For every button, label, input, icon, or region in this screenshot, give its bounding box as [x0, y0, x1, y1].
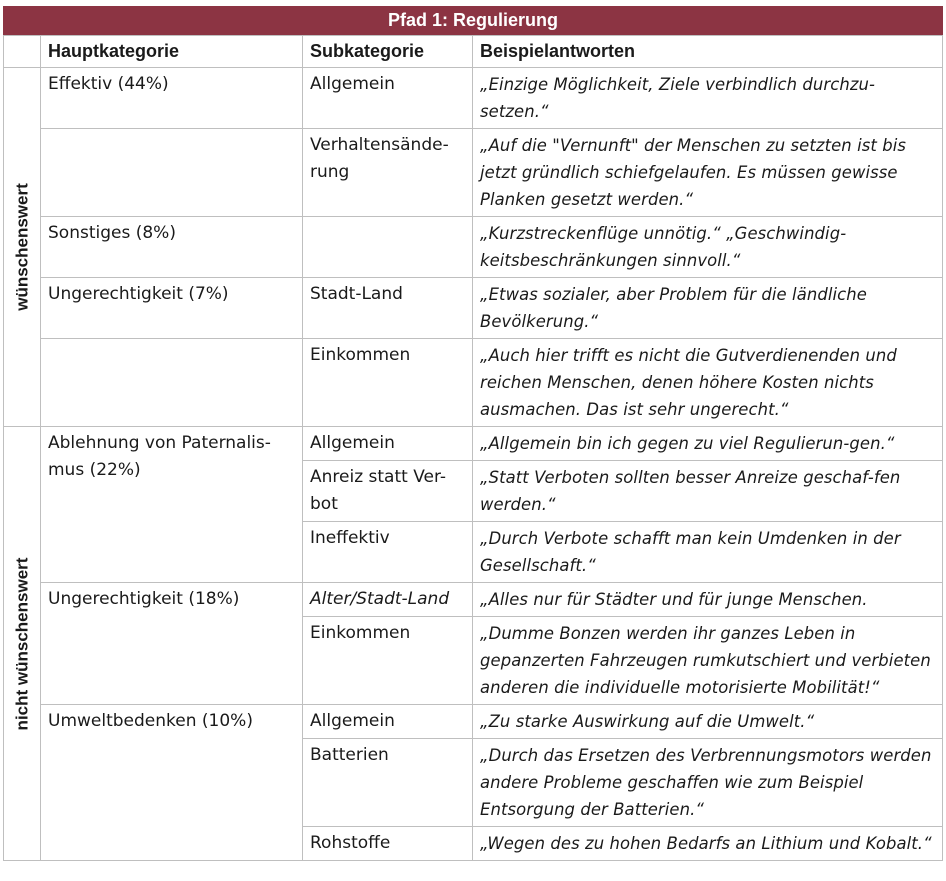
table-row [4, 68, 943, 129]
quote-cell: „Wegen des zu hohen Bedarfs an Lithium und Kobalt.“ [473, 827, 943, 861]
quote-cell: „Auf die "Vernunft" der Menschen zu setzten ist bis jetzt gründlich schiefgelaufen. Es müssen gewisse Planken gesetzt werden.“ [473, 129, 943, 217]
group-label-cell [4, 68, 41, 427]
sub-cell: Batterien [303, 739, 473, 827]
table-row [4, 583, 943, 617]
header-row [4, 36, 943, 68]
quote-cell: „Allgemein bin ich gegen zu viel Regulierun-gen.“ [473, 427, 943, 461]
quote-cell: „Durch das Ersetzen des Verbrennungsmotors werden andere Probleme geschaffen wie zum Beispiel Entsorgung der Batterien.“ [473, 739, 943, 827]
table-row [4, 339, 943, 427]
sub-cell: Alter/Stadt-Land [303, 583, 473, 617]
group-label: wünschenswert [12, 183, 32, 311]
quote-cell: „Zu starke Auswirkung auf die Umwelt.“ [473, 705, 943, 739]
quote-cell: „Kurzstreckenflüge unnötig.“ „Geschwindig-keitsbeschränkungen sinnvoll.“ [473, 217, 943, 278]
quote-cell: „Etwas sozialer, aber Problem für die ländliche Bevölkerung.“ [473, 278, 943, 339]
sub-cell: Einkommen [303, 339, 473, 427]
sub-cell: Allgemein [303, 68, 473, 129]
sub-cell: Allgemein [303, 705, 473, 739]
haupt-cell: Ablehnung von Paternalis-mus (22%) [41, 427, 303, 583]
header-hauptkategorie: Hauptkategorie [41, 36, 303, 68]
haupt-cell: Sonstiges (8%) [41, 217, 303, 278]
sub-cell: Rohstoffe [303, 827, 473, 861]
header-subkategorie: Subkategorie [303, 36, 473, 68]
quote-cell: „Alles nur für Städter und für junge Menschen. [473, 583, 943, 617]
header-empty [4, 36, 41, 68]
table-row [4, 217, 943, 278]
group-label: nicht wünschenswert [12, 557, 32, 730]
quote-cell: „Einzige Möglichkeit, Ziele verbindlich durchzu-setzen.“ [473, 68, 943, 129]
table-title: Pfad 1: Regulierung [3, 6, 943, 35]
haupt-cell [41, 129, 303, 217]
sub-cell: Stadt-Land [303, 278, 473, 339]
table-row [4, 129, 943, 217]
sub-cell: Verhaltensände-rung [303, 129, 473, 217]
haupt-cell: Umweltbedenken (10%) [41, 705, 303, 861]
group-label-cell [4, 427, 41, 861]
haupt-cell: Effektiv (44%) [41, 68, 303, 129]
quote-cell: „Durch Verbote schafft man kein Umdenken in der Gesellschaft.“ [473, 522, 943, 583]
quote-cell: „Auch hier trifft es nicht die Gutverdienenden und reichen Menschen, denen höhere Kosten nichts ausmachen. Das ist sehr ungerecht.“ [473, 339, 943, 427]
sub-cell: Anreiz statt Ver-bot [303, 461, 473, 522]
haupt-cell [41, 339, 303, 427]
results-table [3, 35, 943, 861]
sub-cell [303, 217, 473, 278]
haupt-cell: Ungerechtigkeit (7%) [41, 278, 303, 339]
sub-cell: Allgemein [303, 427, 473, 461]
haupt-cell: Ungerechtigkeit (18%) [41, 583, 303, 705]
quote-cell: „Dumme Bonzen werden ihr ganzes Leben in gepanzerten Fahrzeugen rumkutschiert und verbieten anderen die individuelle motorisierte Mobilität!“ [473, 617, 943, 705]
table-row [4, 705, 943, 739]
table-row [4, 278, 943, 339]
header-beispielantworten: Beispielantworten [473, 36, 943, 68]
sub-cell: Einkommen [303, 617, 473, 705]
quote-cell: „Statt Verboten sollten besser Anreize geschaf-fen werden.“ [473, 461, 943, 522]
table-row [4, 427, 943, 461]
sub-cell: Ineffektiv [303, 522, 473, 583]
